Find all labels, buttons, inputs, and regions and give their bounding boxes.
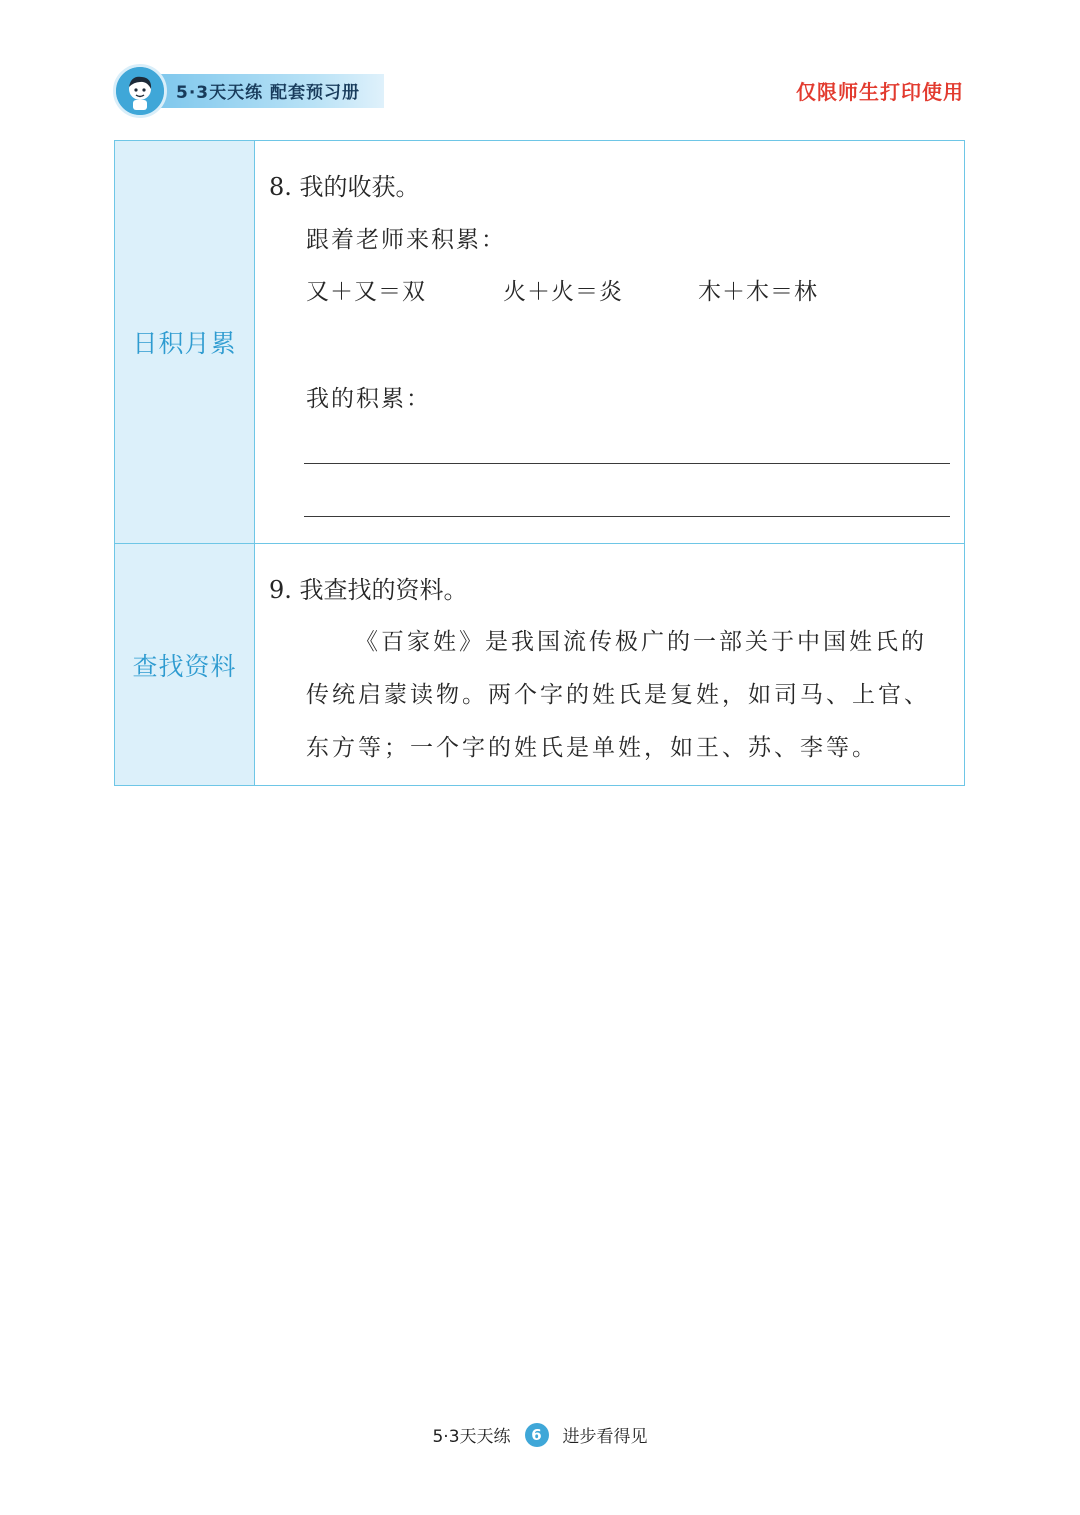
section-side-cell: [115, 141, 255, 543]
accumulate-prompt: 跟着老师来积累：: [306, 227, 506, 253]
answer-line[interactable]: [304, 516, 950, 517]
exercise-table: [114, 140, 965, 786]
series-title: 5·3天天练 配套预习册: [176, 83, 361, 103]
equation-item: 又＋又＝双: [306, 279, 426, 305]
section-side-cell: [115, 544, 255, 785]
section-research: [115, 543, 964, 785]
answer-line[interactable]: [304, 463, 950, 464]
section-content: [255, 544, 964, 785]
equation-item: 木＋木＝林: [698, 279, 818, 305]
print-notice: 仅限师生打印使用: [796, 80, 964, 104]
paragraph-line: 传统启蒙读物。两个字的姓氏是复姓，如司马、上官、: [306, 682, 930, 708]
section-label: 日积月累: [132, 329, 237, 358]
paragraph-line: 东方等；一个字的姓氏是单姓，如王、苏、李等。: [306, 735, 878, 761]
my-accumulation-prompt: 我的积累：: [306, 386, 431, 412]
page-footer: [0, 1422, 1080, 1447]
page-number: 6: [525, 1423, 549, 1447]
footer-slogan: 进步看得见: [562, 1427, 648, 1447]
question-title: 8. 我的收获。: [269, 173, 420, 201]
question-title: 9. 我查找的资料。: [269, 576, 468, 604]
section-daily-accumulation: [115, 141, 964, 543]
footer-series: 5·3天天练: [432, 1427, 511, 1447]
paragraph-line: 《百家姓》是我国流传极广的一部关于中国姓氏的: [355, 629, 927, 655]
section-label: 查找资料: [132, 651, 237, 681]
mascot-icon: [113, 64, 167, 118]
equation-item: 火＋火＝炎: [503, 279, 623, 305]
section-content: [255, 141, 964, 543]
